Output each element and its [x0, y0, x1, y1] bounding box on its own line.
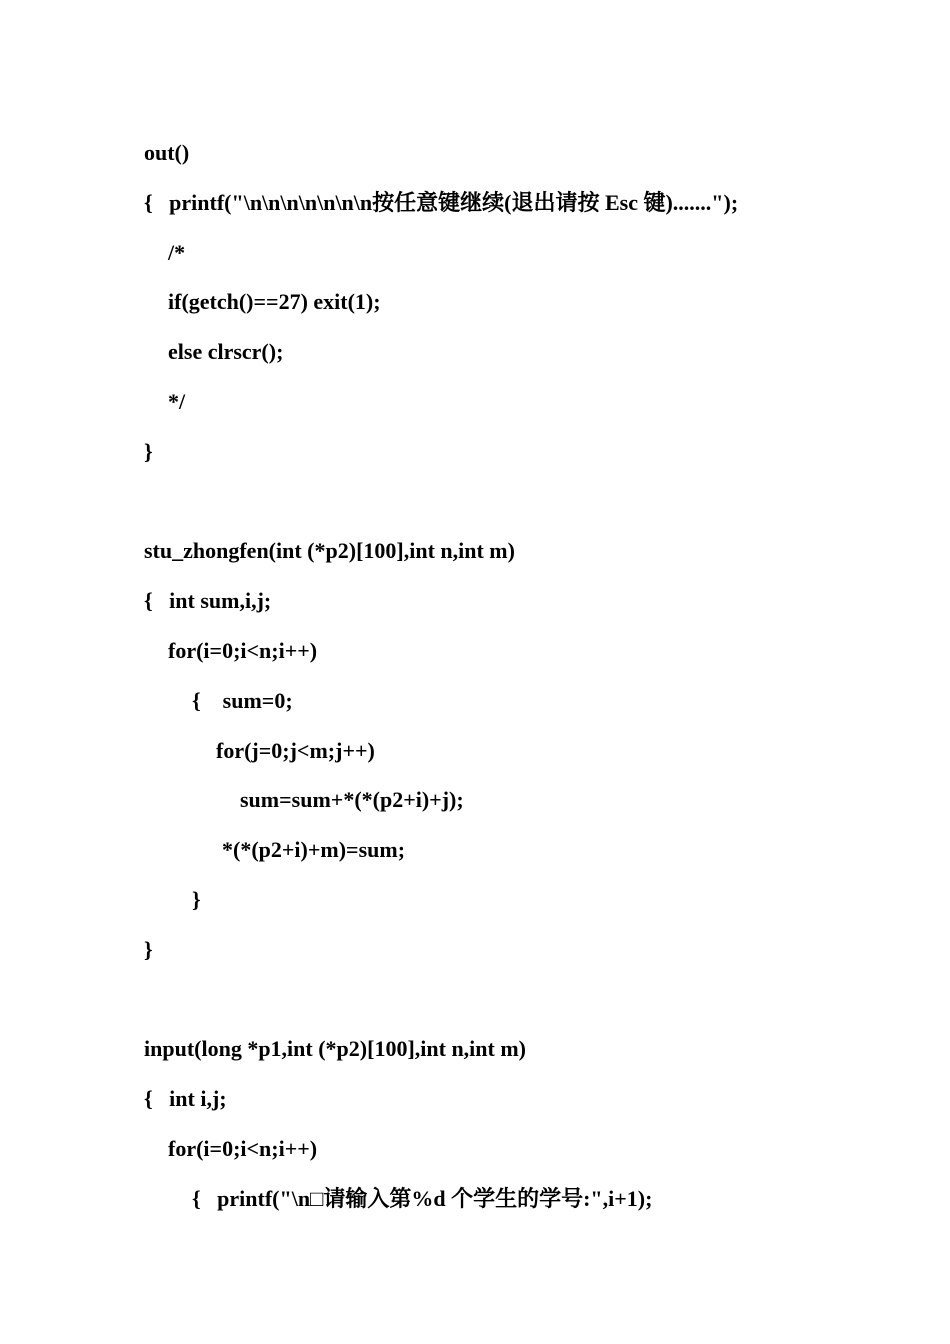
code-line-printf-student-id: { printf("\n□请输入第%d 个学生的学号:",i+1);: [192, 1185, 653, 1211]
code-line-for-i: for(i=0;i<n;i++): [168, 637, 318, 663]
code-line-sum-accumulate: sum=sum+*(*(p2+i)+j);: [240, 787, 464, 813]
code-line-blank: [144, 477, 924, 527]
code-line-stu-zhongfen-signature: stu_zhongfen(int (*p2)[100],int n,int m): [144, 538, 515, 564]
code-line-out-close-brace: }: [144, 438, 153, 464]
code-line-blank: [144, 975, 924, 1025]
code-line-int-ij-decl: { int i,j;: [144, 1086, 227, 1112]
code-line-inner-close-brace: }: [192, 886, 201, 912]
code-line-printf-continue: { printf("\n\n\n\n\n\n\n按任意键继续(退出请按 Esc 键).......");: [144, 189, 739, 215]
code-line-comment-close: */: [168, 388, 186, 414]
code-line-else-clrscr: else clrscr();: [168, 339, 284, 365]
code-line-sum-init: { sum=0;: [192, 687, 293, 713]
code-line-if-getch: if(getch()==27) exit(1);: [168, 289, 381, 315]
code-listing: [144, 128, 924, 1224]
code-line-stu-zhongfen-close-brace: }: [144, 936, 153, 962]
code-line-out-signature: out(): [144, 140, 190, 165]
code-line-for-j: for(j=0;j<m;j++): [216, 737, 375, 763]
code-line-int-sum-decl: { int sum,i,j;: [144, 588, 272, 614]
code-line-store-sum: *(*(p2+i)+m)=sum;: [222, 837, 406, 863]
code-line-input-signature: input(long *p1,int (*p2)[100],int n,int m): [144, 1036, 527, 1062]
code-line-for-i-input: for(i=0;i<n;i++): [168, 1135, 318, 1161]
code-line-comment-open: /*: [168, 239, 186, 265]
